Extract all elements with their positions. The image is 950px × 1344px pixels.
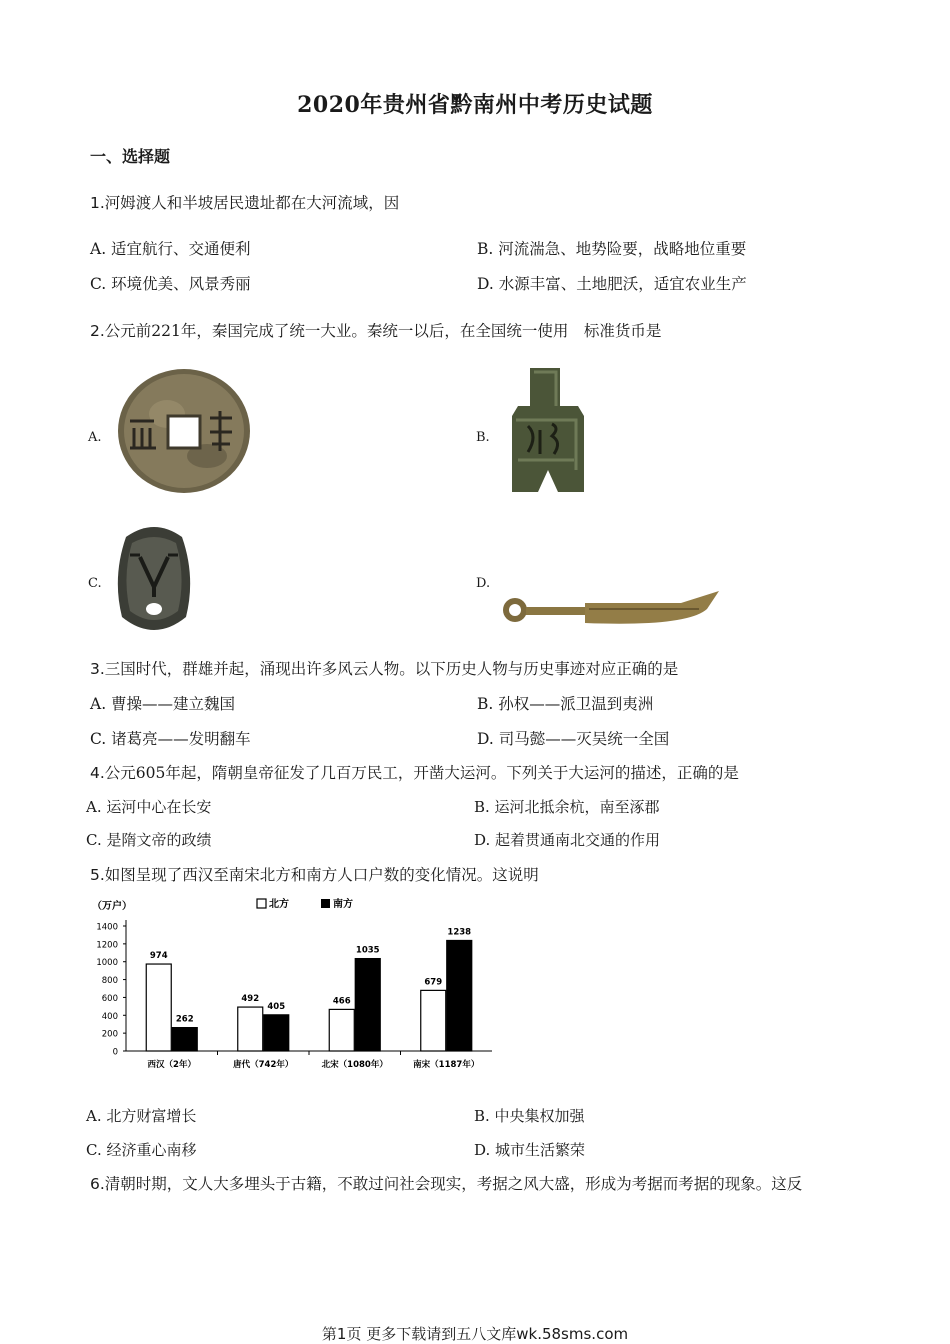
legend-north-label: 北方 <box>269 899 289 910</box>
x-category-label: 南宋（1187年） <box>413 1060 480 1070</box>
q1-option-c: C. 环境优美、风景秀丽 <box>90 275 251 293</box>
bar-north <box>238 1007 263 1051</box>
question-5 <box>90 863 539 885</box>
question-2 <box>90 319 661 341</box>
bar-value-label: 679 <box>424 977 443 988</box>
q5-option-a: A. 北方财富增长 <box>86 1107 197 1125</box>
x-category-label: 唐代（742年） <box>233 1060 294 1070</box>
legend-north-swatch <box>257 899 266 908</box>
q4-option-c: C. 是隋文帝的政绩 <box>86 831 212 849</box>
bar-south <box>172 1028 197 1051</box>
bar-value-label: 1035 <box>355 945 380 956</box>
bar-north <box>421 990 446 1051</box>
question-6 <box>90 1172 802 1194</box>
bar-value-label: 262 <box>175 1014 194 1025</box>
footer-site-link[interactable]: wk.58sms.com <box>516 1325 629 1343</box>
legend-south-swatch <box>321 899 330 908</box>
question-number: 4. <box>90 764 105 782</box>
question-3 <box>90 657 678 679</box>
footer-download-text: 更多下载请到五八文库 <box>366 1325 517 1343</box>
question-number: 5. <box>90 866 105 884</box>
y-tick-label: 600 <box>101 993 118 1004</box>
question-number: 6. <box>90 1175 105 1193</box>
x-category-label: 北宋（1080年） <box>321 1060 388 1070</box>
q3-option-a: A. 曹操——建立魏国 <box>90 695 236 713</box>
y-tick-label: 400 <box>101 1011 118 1022</box>
question-text: 公元605年起，隋朝皇帝征发了几百万民工，开凿大运河。下列关于大运河的描述，正确的是 <box>104 764 739 782</box>
bar-north <box>329 1009 354 1051</box>
bar-south <box>447 940 472 1051</box>
ban-liang-coin-image <box>112 366 257 496</box>
question-text: 公元前221年，秦国完成了统一大业。秦统一以后，在全国统一使用 标准货币是 <box>104 322 662 340</box>
footer-page-number: 1 <box>336 1325 347 1343</box>
q5-option-d: D. 城市生活繁荣 <box>474 1141 586 1159</box>
y-tick-label: 1200 <box>96 940 118 951</box>
q2-label-a: A. <box>88 430 102 445</box>
q4-option-b: B. 运河北抵余杭，南至涿郡 <box>474 798 660 816</box>
bar-north <box>146 964 171 1051</box>
y-tick-label: 1000 <box>96 958 118 969</box>
q3-option-c: C. 诸葛亮——发明翻车 <box>90 730 251 748</box>
q2-label-c: C. <box>88 576 102 591</box>
question-4 <box>90 761 739 783</box>
q3-option-d: D. 司马懿——灭吴统一全国 <box>477 730 670 748</box>
bar-value-label: 492 <box>241 994 260 1005</box>
spade-money-image <box>500 364 595 499</box>
y-axis-unit-label: （万户） <box>92 901 132 912</box>
question-number: 2. <box>90 322 105 340</box>
y-tick-label: 1400 <box>96 922 118 933</box>
bar-value-label: 405 <box>267 1001 286 1012</box>
question-number: 3. <box>90 660 105 678</box>
y-tick-label: 200 <box>101 1029 118 1040</box>
bar-south <box>264 1015 289 1051</box>
chart-legend <box>257 897 353 910</box>
bar-value-label: 1238 <box>447 927 472 938</box>
q1-option-d: D. 水源丰富、土地肥沃，适宜农业生产 <box>477 275 747 293</box>
bar-south <box>355 959 380 1051</box>
q3-option-b: B. 孙权——派卫温到夷洲 <box>477 695 654 713</box>
x-category-label: 西汉（2年） <box>147 1060 196 1070</box>
q1-option-a: A. 适宜航行、交通便利 <box>90 240 251 258</box>
question-text: 清朝时期，文人大多埋头于古籍，不敢过问社会现实，考据之风大盛，形成为考据而考据的现象。这反 <box>104 1175 803 1193</box>
footer-page-prefix: 第 <box>321 1325 337 1343</box>
q5-option-c: C. 经济重心南移 <box>86 1141 197 1159</box>
ant-nose-money-image <box>114 519 194 637</box>
q1-option-b: B. 河流湍急、地势险要，战略地位重要 <box>477 240 747 258</box>
question-text: 河姆渡人和半坡居民遗址都在大河流域，因 <box>104 194 400 212</box>
question-number: 1. <box>90 194 105 212</box>
legend-south-label: 南方 <box>333 899 353 910</box>
q2-label-d: D. <box>476 576 491 591</box>
page-footer <box>0 1323 950 1344</box>
q4-option-d: D. 起着贯通南北交通的作用 <box>474 831 661 849</box>
section-heading: 一、选择题 <box>90 147 171 166</box>
q2-label-b: B. <box>476 430 490 445</box>
q5-option-b: B. 中央集权加强 <box>474 1107 585 1125</box>
knife-money-image <box>499 587 725 632</box>
bar-value-label: 466 <box>332 996 351 1007</box>
y-tick-label: 0 <box>112 1047 118 1058</box>
question-text: 三国时代，群雄并起，涌现出许多风云人物。以下历史人物与历史事迹对应正确的是 <box>104 660 679 678</box>
question-1 <box>90 191 399 213</box>
q4-option-a: A. 运河中心在长安 <box>86 798 212 816</box>
question-text: 如图呈现了西汉至南宋北方和南方人口户数的变化情况。这说明 <box>104 866 539 884</box>
population-bar-chart <box>88 892 500 1078</box>
y-tick-label: 800 <box>101 976 118 987</box>
footer-page-suffix: 页 <box>346 1325 362 1343</box>
bar-value-label: 974 <box>149 951 168 962</box>
page-title: 2020年贵州省黔南州中考历史试题 <box>297 92 653 118</box>
